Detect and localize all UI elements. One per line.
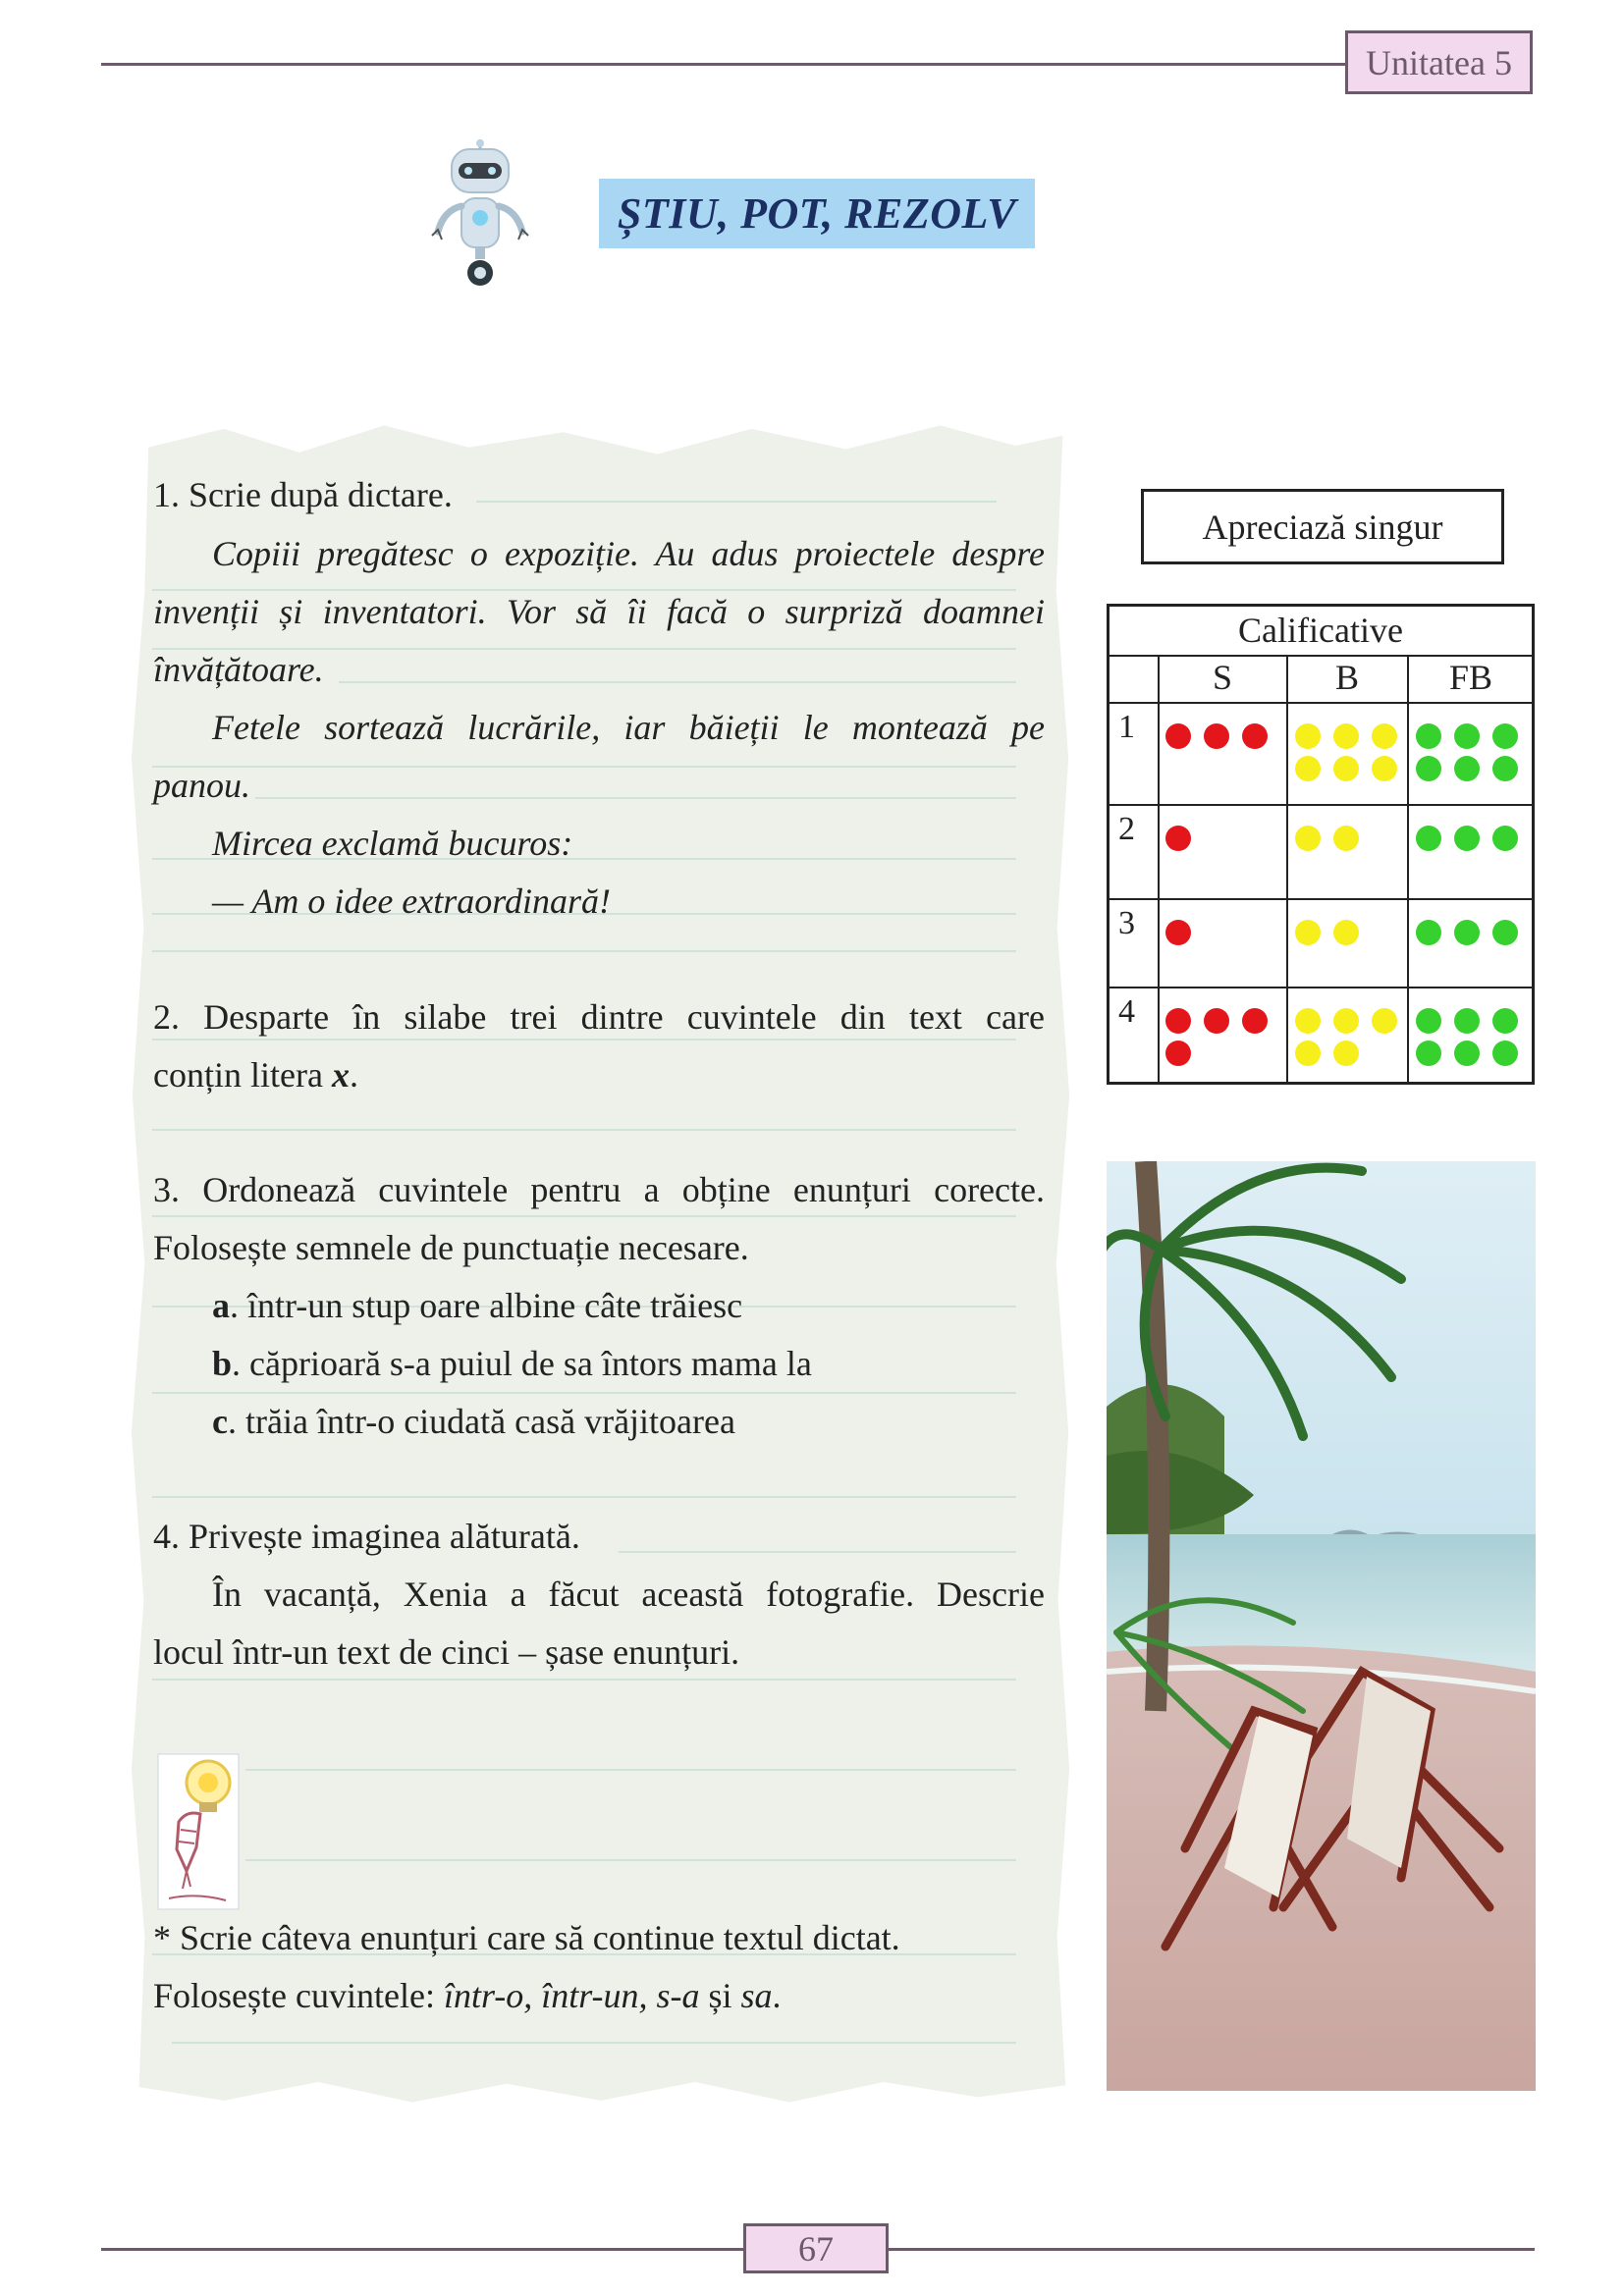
row-label: 4 xyxy=(1118,993,1135,1030)
dictation-line: Fetele sortează lucrările, iar băieții le montează pe xyxy=(212,708,1045,747)
dictation-line: invenții și inventatori. Vor să îi facă o surpriză doamnei xyxy=(153,592,1045,631)
rating-dot-fb xyxy=(1492,756,1518,781)
rating-dot-fb xyxy=(1492,826,1518,851)
rating-dot-fb xyxy=(1454,723,1480,749)
page-number: 67 xyxy=(743,2223,889,2273)
rating-dot-s xyxy=(1165,826,1191,851)
rating-dot-s xyxy=(1165,920,1191,945)
writing-line xyxy=(245,1769,1016,1771)
exercise-2-title: 2. Desparte în silabe trei dintre cuvintele din text care xyxy=(153,997,1045,1037)
rating-dot-fb xyxy=(1416,756,1441,781)
grades-table xyxy=(1107,604,1535,1085)
column-header-s: S xyxy=(1212,658,1233,697)
rating-dot-fb xyxy=(1416,826,1441,851)
rating-dot-s xyxy=(1242,723,1268,749)
rating-dot-fb xyxy=(1454,920,1480,945)
exercise-4-line: locul într-un text de cinci – șase enunțuri. xyxy=(153,1632,740,1672)
lightbulb-pencil-icon xyxy=(157,1753,240,1910)
rating-dot-s xyxy=(1165,1008,1191,1034)
row-label: 3 xyxy=(1118,905,1135,941)
rating-dot-b xyxy=(1295,826,1321,851)
rating-dot-fb xyxy=(1492,920,1518,945)
rating-dot-s xyxy=(1165,1041,1191,1066)
exercise-4-line: În vacanță, Xenia a făcut această fotografie. Descrie xyxy=(212,1575,1045,1614)
rating-dot-fb xyxy=(1492,1041,1518,1066)
rating-dot-b xyxy=(1295,723,1321,749)
dictation-line: învățătoare. xyxy=(153,650,324,689)
rating-dot-b xyxy=(1333,920,1359,945)
rating-dot-s xyxy=(1165,723,1191,749)
rating-dot-s xyxy=(1204,1008,1229,1034)
rating-dot-fb xyxy=(1492,723,1518,749)
exercise-4-title: 4. Privește imaginea alăturată. xyxy=(153,1517,580,1556)
rating-dot-s xyxy=(1242,1008,1268,1034)
extra-task-line: Folosește cuvintele: într-o, într-un, s-a și sa. xyxy=(153,1976,782,2015)
rating-dot-b xyxy=(1295,1041,1321,1066)
row-label: 2 xyxy=(1118,811,1135,847)
exercise-3-item-b: b. căprioară s-a puiul de sa întors mama la xyxy=(212,1344,812,1383)
dictation-line: Mircea exclamă bucuros: xyxy=(212,824,573,863)
exercise-3-title: 3. Ordonează cuvintele pentru a obține enunțuri corecte. xyxy=(153,1170,1045,1209)
rating-dot-b xyxy=(1333,723,1359,749)
exercise-3-line: Folosește semnele de punctuație necesare. xyxy=(153,1228,749,1267)
top-rule xyxy=(101,63,1346,66)
section-title: ȘTIU, POT, REZOLV xyxy=(599,179,1035,248)
unit-label: Unitatea 5 xyxy=(1345,30,1533,94)
bottom-rule-left xyxy=(101,2248,743,2251)
rating-dot-b xyxy=(1295,920,1321,945)
rating-dot-fb xyxy=(1454,826,1480,851)
exercise-2-line: conțin litera x. xyxy=(153,1055,358,1095)
extra-task-line: * Scrie câteva enunțuri care să continue textul dictat. xyxy=(153,1918,900,1957)
rating-dot-b xyxy=(1333,1008,1359,1034)
rating-dot-fb xyxy=(1492,1008,1518,1034)
rating-dot-fb xyxy=(1454,1008,1480,1034)
self-assessment-label: Apreciază singur xyxy=(1141,489,1504,564)
rating-dot-b xyxy=(1295,756,1321,781)
writing-line xyxy=(245,1859,1016,1861)
rating-dot-fb xyxy=(1416,1008,1441,1034)
rating-dot-fb xyxy=(1454,1041,1480,1066)
exercise-3-item-c: c. trăia într-o ciudată casă vrăjitoarea xyxy=(212,1402,735,1441)
rating-dot-s xyxy=(1204,723,1229,749)
beach-photo xyxy=(1107,1161,1536,2091)
rating-dot-fb xyxy=(1454,756,1480,781)
rating-dot-b xyxy=(1295,1008,1321,1034)
writing-line xyxy=(152,1129,1016,1131)
rating-dot-fb xyxy=(1416,920,1441,945)
column-header-fb: FB xyxy=(1448,658,1493,697)
exercise-1-title: 1. Scrie după dictare. xyxy=(153,475,453,514)
bottom-rule-right xyxy=(889,2248,1535,2251)
rating-dot-fb xyxy=(1416,1041,1441,1066)
writing-line xyxy=(152,950,1016,952)
exercise-3-item-a: a. într-un stup oare albine câte trăiesc xyxy=(212,1286,743,1325)
rating-dot-b xyxy=(1372,1008,1397,1034)
table-header: Calificative xyxy=(1238,611,1403,650)
row-label: 1 xyxy=(1118,709,1135,745)
rating-dot-b xyxy=(1333,756,1359,781)
dictation-line: panou. xyxy=(153,766,250,805)
rating-dot-b xyxy=(1372,723,1397,749)
column-header-b: B xyxy=(1334,658,1359,697)
rating-dot-fb xyxy=(1416,723,1441,749)
dictation-line: — Am o idee extraordinară! xyxy=(212,881,611,921)
robot-icon xyxy=(422,137,538,299)
writing-line xyxy=(152,1496,1016,1498)
rating-dot-b xyxy=(1333,1041,1359,1066)
dictation-line: Copiii pregătesc o expoziție. Au adus proiectele despre xyxy=(212,534,1045,573)
rating-dot-b xyxy=(1372,756,1397,781)
writing-line xyxy=(172,2042,1016,2044)
rating-dot-b xyxy=(1333,826,1359,851)
